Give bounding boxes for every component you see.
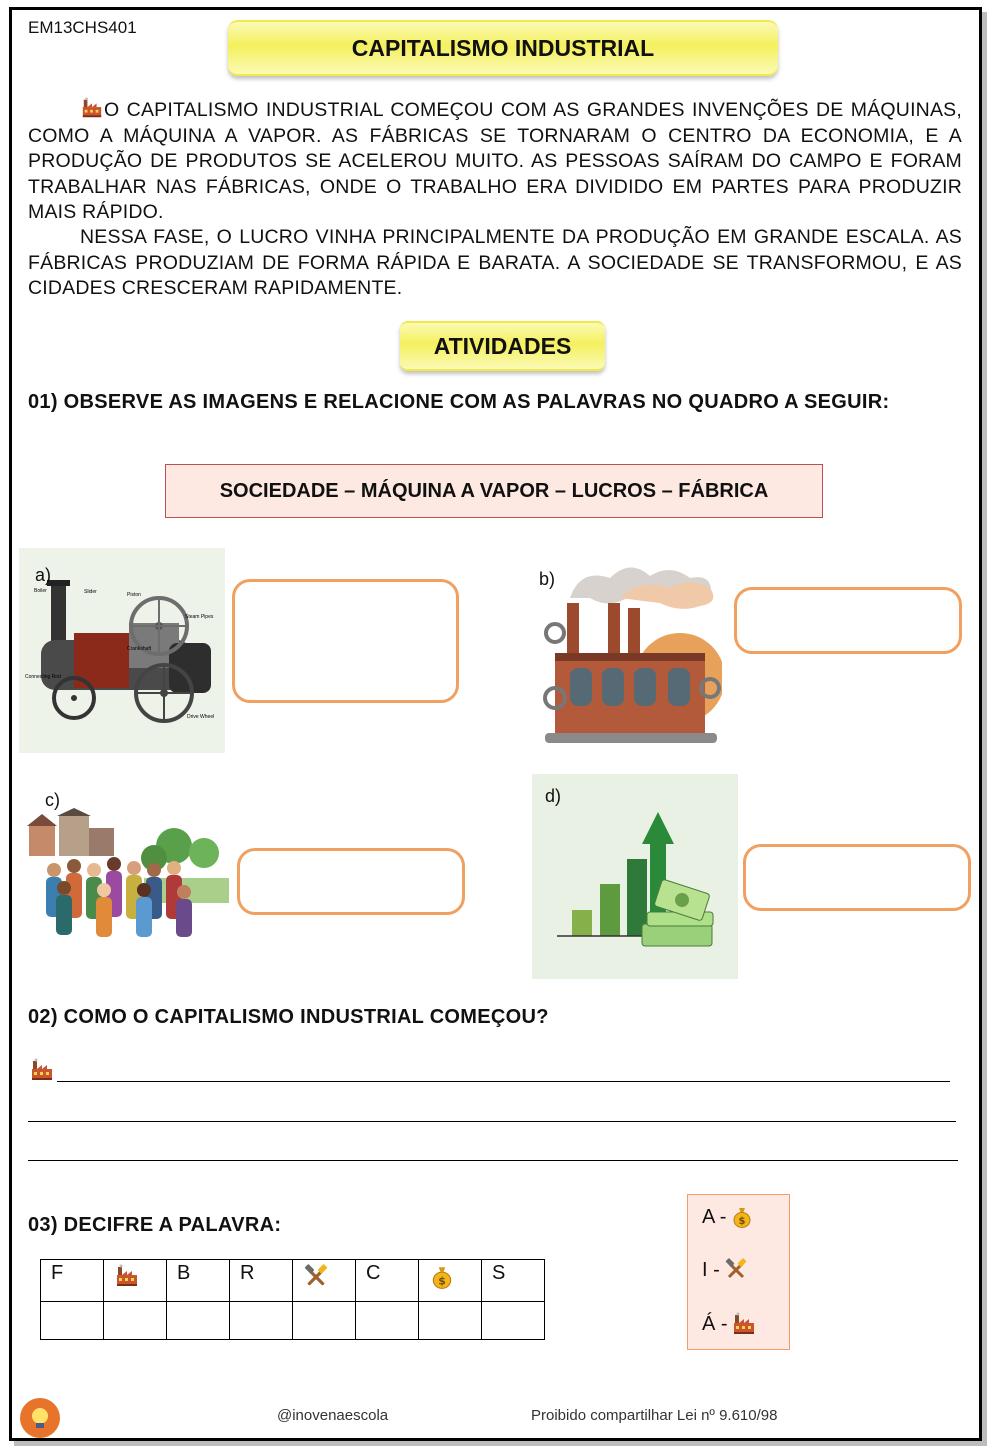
part-label: Drive Wheel bbox=[187, 714, 215, 720]
cipher-row bbox=[41, 1260, 545, 1302]
brand-logo bbox=[20, 1398, 60, 1438]
answer-line-1[interactable] bbox=[57, 1081, 950, 1082]
key-row bbox=[702, 1312, 756, 1336]
factory-icon bbox=[80, 97, 104, 119]
answer-cell[interactable] bbox=[230, 1302, 293, 1340]
cipher-cell: C bbox=[356, 1260, 419, 1302]
word-bank: SOCIEDADE – MÁQUINA A VAPOR – LUCROS – FÁBRICA bbox=[165, 464, 823, 518]
part-label: Connecting Rod bbox=[25, 674, 61, 680]
image-label-d: d) bbox=[545, 786, 562, 806]
footer-notice: Proibido compartilhar Lei nº 9.610/98 bbox=[531, 1407, 778, 1424]
answer-line-2[interactable] bbox=[28, 1121, 956, 1122]
cipher-cell: R bbox=[230, 1260, 293, 1302]
answer-row bbox=[41, 1302, 545, 1340]
money-bag-icon bbox=[429, 1264, 455, 1290]
answer-cell[interactable] bbox=[104, 1302, 167, 1340]
cipher-cell bbox=[293, 1260, 356, 1302]
part-label: Boiler bbox=[34, 588, 47, 594]
tools-icon bbox=[303, 1264, 329, 1290]
part-label: Steam Pipes bbox=[185, 614, 214, 620]
intro-text-1: O CAPITALISMO INDUSTRIAL COMEÇOU COM AS GRANDES INVENÇÕES DE MÁQUINAS, COMO A MÁQUINA A VAPOR. AS FÁBRICAS SE TORNARAM O CENTRO DA ECONOMIA, E A PRODUÇÃO DE PRODUTOS SE ACELEROU MUITO. AS PESSOAS SAÍRAM DO CAMPO E FORAM TRABALHAR NAS FÁBRICAS, ONDE O TRABALHO ERA DIVIDIDO EM PARTES PARA PRODUZIR MAIS RÁPIDO. bbox=[28, 99, 962, 223]
cipher-cell: B bbox=[167, 1260, 230, 1302]
image-label-b: b) bbox=[539, 569, 556, 589]
answer-cell[interactable] bbox=[419, 1302, 482, 1340]
answer-box-a[interactable] bbox=[232, 579, 459, 703]
key-row bbox=[702, 1205, 754, 1229]
question-1: 01) OBSERVE AS IMAGENS E RELACIONE COM AS PALAVRAS NO QUADRO A SEGUIR: bbox=[28, 391, 890, 413]
activities-heading: ATIVIDADES bbox=[400, 321, 605, 371]
intro-paragraph-2 bbox=[28, 225, 962, 302]
cipher-key bbox=[687, 1194, 790, 1350]
cipher-cell bbox=[104, 1260, 167, 1302]
factory-icon bbox=[114, 1264, 140, 1288]
part-label: Slider bbox=[84, 589, 97, 595]
answer-line-3[interactable] bbox=[28, 1160, 958, 1161]
question-3: 03) DECIFRE A PALAVRA: bbox=[28, 1214, 282, 1236]
answer-cell[interactable] bbox=[482, 1302, 545, 1340]
profit-illustration bbox=[532, 774, 738, 979]
intro-paragraph-1 bbox=[28, 97, 962, 226]
answer-box-b[interactable] bbox=[734, 587, 962, 654]
key-letter: Á - bbox=[702, 1312, 728, 1335]
answer-cell[interactable] bbox=[356, 1302, 419, 1340]
image-label-a: a) bbox=[35, 565, 52, 585]
key-letter: A - bbox=[702, 1205, 727, 1228]
answer-box-d[interactable] bbox=[743, 844, 971, 911]
question-2: 02) COMO O CAPITALISMO INDUSTRIAL COMEÇOU? bbox=[28, 1006, 549, 1028]
profit-image bbox=[532, 774, 738, 979]
answer-cell[interactable] bbox=[167, 1302, 230, 1340]
tools-icon bbox=[724, 1258, 748, 1282]
cipher-cell bbox=[419, 1260, 482, 1302]
image-label-c: c) bbox=[45, 790, 60, 810]
page-title: CAPITALISMO INDUSTRIAL bbox=[228, 20, 778, 76]
cipher-table bbox=[40, 1259, 545, 1340]
factory-image bbox=[540, 558, 722, 748]
part-label: Crankshaft bbox=[127, 646, 152, 652]
part-label: Piston bbox=[127, 592, 141, 598]
lightbulb-icon bbox=[26, 1404, 54, 1432]
cipher-cell: S bbox=[482, 1260, 545, 1302]
key-letter: I - bbox=[702, 1258, 720, 1281]
factory-illustration bbox=[540, 558, 722, 748]
factory-icon bbox=[732, 1312, 756, 1336]
society-image bbox=[24, 808, 229, 942]
answer-cell[interactable] bbox=[293, 1302, 356, 1340]
key-row bbox=[702, 1258, 748, 1282]
factory-icon bbox=[29, 1058, 55, 1082]
curriculum-code: EM13CHS401 bbox=[28, 18, 137, 37]
footer-handle: @inovenaescola bbox=[277, 1407, 389, 1424]
intro-text-2: NESSA FASE, O LUCRO VINHA PRINCIPALMENTE DA PRODUÇÃO EM GRANDE ESCALA. AS FÁBRICAS PRODUZIAM DE FORMA RÁPIDA E BARATA. A SOCIEDADE SE TRANSFORMOU, E AS CIDADES CRESCERAM RAPIDAMENTE. bbox=[28, 226, 962, 299]
cipher-cell: F bbox=[41, 1260, 104, 1302]
money-bag-icon bbox=[730, 1205, 754, 1229]
society-illustration bbox=[24, 808, 229, 942]
answer-cell[interactable] bbox=[41, 1302, 104, 1340]
answer-box-c[interactable] bbox=[237, 848, 465, 915]
